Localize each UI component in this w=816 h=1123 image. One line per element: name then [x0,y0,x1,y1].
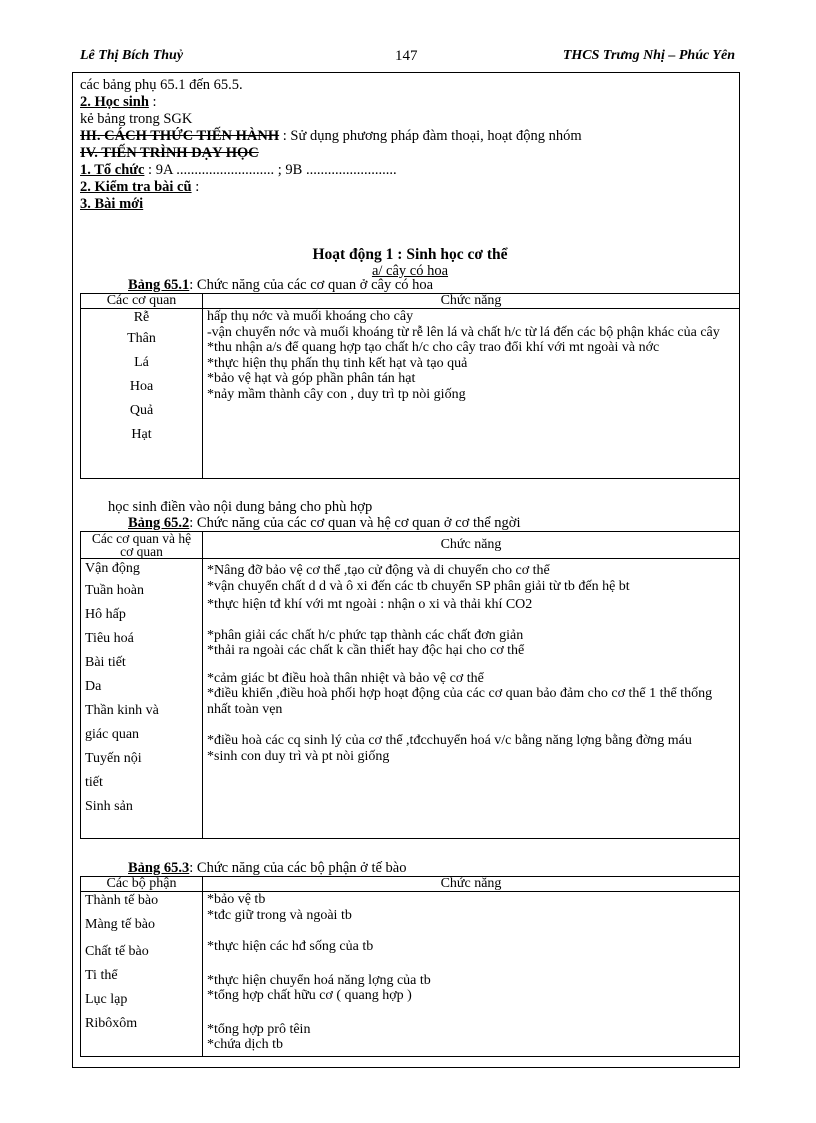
list-item: *điều khiển ,điều hoà phối hợp hoạt động của các cơ quan bảo đảm cho cơ thể 1 thể thống nhất toàn vẹn [207,686,713,717]
list-item: Thân [127,331,156,346]
table-cell-parts [80,876,740,1057]
list-item: Ti thể [85,968,118,983]
list-item: tiết [85,775,103,790]
list-item: giác quan [85,727,140,742]
list-item: *Nâng đỡ bảo vệ cơ thể ,tạo cử động và di chuyển cho cơ thể [207,563,550,578]
table2-header-organs: Các cơ quan và hệ cơ quan [81,532,203,559]
table3-functions-cell [203,892,740,1057]
table2-caption: Bảng 65.2: Chức năng của các cơ quan và hệ cơ quan ở cơ thể ngời [128,515,521,531]
method-heading: III. CÁCH THỨC TIẾN HÀNH [80,128,280,144]
header-school: THCS Trưng Nhị – Phúc Yên [562,48,735,63]
list-item: *phân giải các chất h/c phức tạp thành các chất đơn giản [207,627,524,643]
list-item: Bài tiết [85,655,126,670]
activity-title: Hoạt động 1 : Sinh học cơ thể [312,246,508,263]
list-item: *thực hiện thụ phấn thụ tinh kết hạt và tạo quả [207,355,468,371]
list-item: Lá [134,355,149,370]
list-item: *thu nhận a/s để quang hợp tạo chất h/c cho cây trao đổi khí với mt ngoài và nớc [207,340,660,355]
old-lesson-check-heading: 2. Kiểm tra bài cũ [80,179,192,195]
list-item: *nảy mầm thành cây con , duy trì tp nòi giống [207,386,466,402]
new-lesson-heading: 3. Bài mới [80,196,144,212]
table-plant-organs [80,293,740,479]
organization-text: : 9A ........................... ; 9B ......................... [144,162,397,178]
table3-header-functions: Chức năng [203,877,740,892]
list-item: *bảo vệ hạt và góp phần phân tán hạt [207,371,416,386]
list-item: Tuần hoàn [85,583,144,598]
list-item: *vận chuyển chất d d và ô xi đến các tb chuyển SP phân giải từ tb đến hệ bt [207,578,630,594]
list-item: -vận chuyển nớc và muối khoáng từ rễ lên lá và chất h/c từ lá đến các bộ phận khác của cây [207,324,720,340]
table1-header-organs: Các cơ quan [81,294,203,309]
process-heading: IV. TIẾN TRÌNH DẠY HỌC [80,145,259,161]
list-item: Hoa [129,379,154,394]
list-item: Lục lạp [85,992,128,1007]
student-text: kẻ bảng trong SGK [80,111,193,127]
table3-caption: Bảng 65.3: Chức năng của các bộ phận ở tế bào [128,860,407,876]
list-item: *cảm giác bt điều hoà thân nhiệt và bảo vệ cơ thể [207,670,484,686]
list-item: *thải ra ngoài các chất k cần thiết hay độc hại cho cơ thể [207,643,525,658]
list-item: Thần kinh và [85,703,159,718]
list-item: *thực hiện tđ khí với mt ngoài : nhận o xi và thải khí CO2 [207,597,533,612]
table2-intro: học sinh điền vào nội dung bảng cho phù hợp [108,499,373,515]
list-item: hấp thụ nớc và muối khoáng cho cây [207,309,414,324]
table1-header-functions: Chức năng [203,294,740,309]
table2-header-functions: Chức năng [203,532,740,559]
header-page-number: 147 [395,48,418,64]
list-item: *sinh con duy trì và pt nòi giống [207,748,390,764]
intro-line: các bảng phụ 65.1 đến 65.5. [80,77,243,93]
table2-functions-cell [203,559,740,839]
list-item: Tiêu hoá [85,631,134,646]
list-item: Tuyến nội [85,751,142,766]
method-text: : Sử dụng phương pháp đàm thoại, hoạt động nhóm [279,128,582,144]
list-item: Sinh sản [85,799,133,814]
list-item: *tổng hợp chất hữu cơ ( quang hợp ) [207,988,412,1003]
list-item: *chứa dịch tb [207,1037,284,1052]
list-item: Hạt [131,427,152,442]
list-item: Vận động [85,561,140,576]
list-item: Màng tế bào [85,917,155,932]
list-item: *thực hiện chuyển hoá năng lợng của tb [207,972,431,988]
header-author: Lê Thị Bích Thuỷ [80,48,184,63]
organization-heading: 1. Tổ chức [80,162,145,178]
table3-parts-cell [81,892,203,1057]
student-heading: 2. Học sinh [80,94,149,110]
content-frame [72,72,740,1068]
table1-functions-cell [203,309,740,479]
list-item: *tđc giữ trong và ngoài tb [207,907,352,923]
list-item: *tổng hợp prô têin [207,1021,311,1037]
list-item: Rễ [133,310,150,325]
list-item: *thực hiện các hđ sống của tb [207,939,374,954]
activity-subtitle: a/ cây có hoa [371,263,449,279]
table-human-organs [80,531,740,839]
list-item: Hô hấp [85,607,126,622]
table3-header-parts: Các bộ phận [81,877,203,892]
list-item: Quả [129,403,154,418]
table2-organs-cell [81,559,203,839]
list-item: Chất tế bào [85,944,149,959]
list-item: Ribôxôm [85,1016,138,1031]
list-item: Thành tế bào [85,893,159,908]
table1-organs-cell [81,309,203,479]
page-header [80,48,735,68]
list-item: *điều hoà các cq sinh lý của cơ thể ,tđcchuyển hoá v/c bằng năng lợng bằng đờng máu [207,733,692,748]
table1-caption: Bảng 65.1: Chức năng của các cơ quan ở cây có hoa [128,277,434,293]
lesson-content: các bảng phụ 65.1 đến 65.5. 2. Học sinh : kẻ bảng trong SGK III. CÁCH THỨC TIẾN HÀNH : Sử dụng phương pháp đàm thoại, hoạt động nhóm IV. TIẾN TRÌNH DẠY HỌC 1. Tổ chức : 9A ........................... ; 9B ......................... 2. Kiểm tra bài cũ : 3. Bài mới Hoạt động 1 : Sinh học cơ thể a/ cây có hoa Bảng 65.1: Chức năng của các cơ quan ở cây có hoa Các cơ quan Chức năng Rễ Thân Lá Hoa Quả Hạt hấp thụ nớc và muối khoáng cho cây -vận chuyển nớc và muối khoáng từ rễ lên lá và chất h/c từ lá đến các bộ phận khác của cây *thu nhận a/s để quang hợp tạo chất h/c cho cây trao đổi khí với mt ngoài và nớc *thực hiện thụ phấn thụ tinh kết hạt và tạo quả *bảo vệ hạt và góp phần phân tán hạt *nảy mầm thành cây con , duy trì tp nòi giống học sinh điền vào nội dung bảng cho phù hợp Bảng 65.2: Chức năng của các cơ quan và hệ cơ quan ở cơ thể ngời Các cơ quan và hệ cơ quan Chức năng Vận động Tuần hoàn Hô hấp Tiêu hoá Bài tiết Da Thần kinh và giác quan Tuyến nội tiết Sinh sản *Nâng đỡ bảo vệ cơ thể ,tạo cử động và di chuyển cho cơ thể *vận chuyển chất d d và ô xi đến các tb chuyển SP phân giải từ tb đến hệ bt *thực hiện tđ khí với mt ngoài : nhận o xi và thải khí CO2 *phân giải các chất h/c phức tạp thành các chất đơn giản *thải ra ngoài các chất k cần thiết hay độc hại cho cơ thể *cảm giác bt điều hoà thân nhiệt và bảo vệ cơ thể *điều khiển ,điều hoà phối hợp hoạt động của các cơ quan bảo đảm cho cơ thể 1 thể thống nhất toàn vẹn *điều hoà các cq sinh lý của cơ thể ,tđcchuyển hoá v/c bằng năng lợng bằng đờng máu *sinh con duy trì và pt nòi giống Bảng 65.3: Chức năng của các bộ phận ở tế bào Các bộ phận Chức năng Thành tế bào Màng tế bào Chất tế bào Ti thể Lục lạp Ribôxôm *bảo vệ tb *tđc giữ trong và ngoài tb *thực hiện các hđ sống của tb *thực hiện chuyển hoá năng lợng của tb *tổng hợp chất hữu cơ ( quang hợp ) *tổng hợp prô têin *chứa dịch tb [80,77,740,1057]
list-item: Da [85,679,102,694]
list-item: *bảo vệ tb [207,892,266,907]
